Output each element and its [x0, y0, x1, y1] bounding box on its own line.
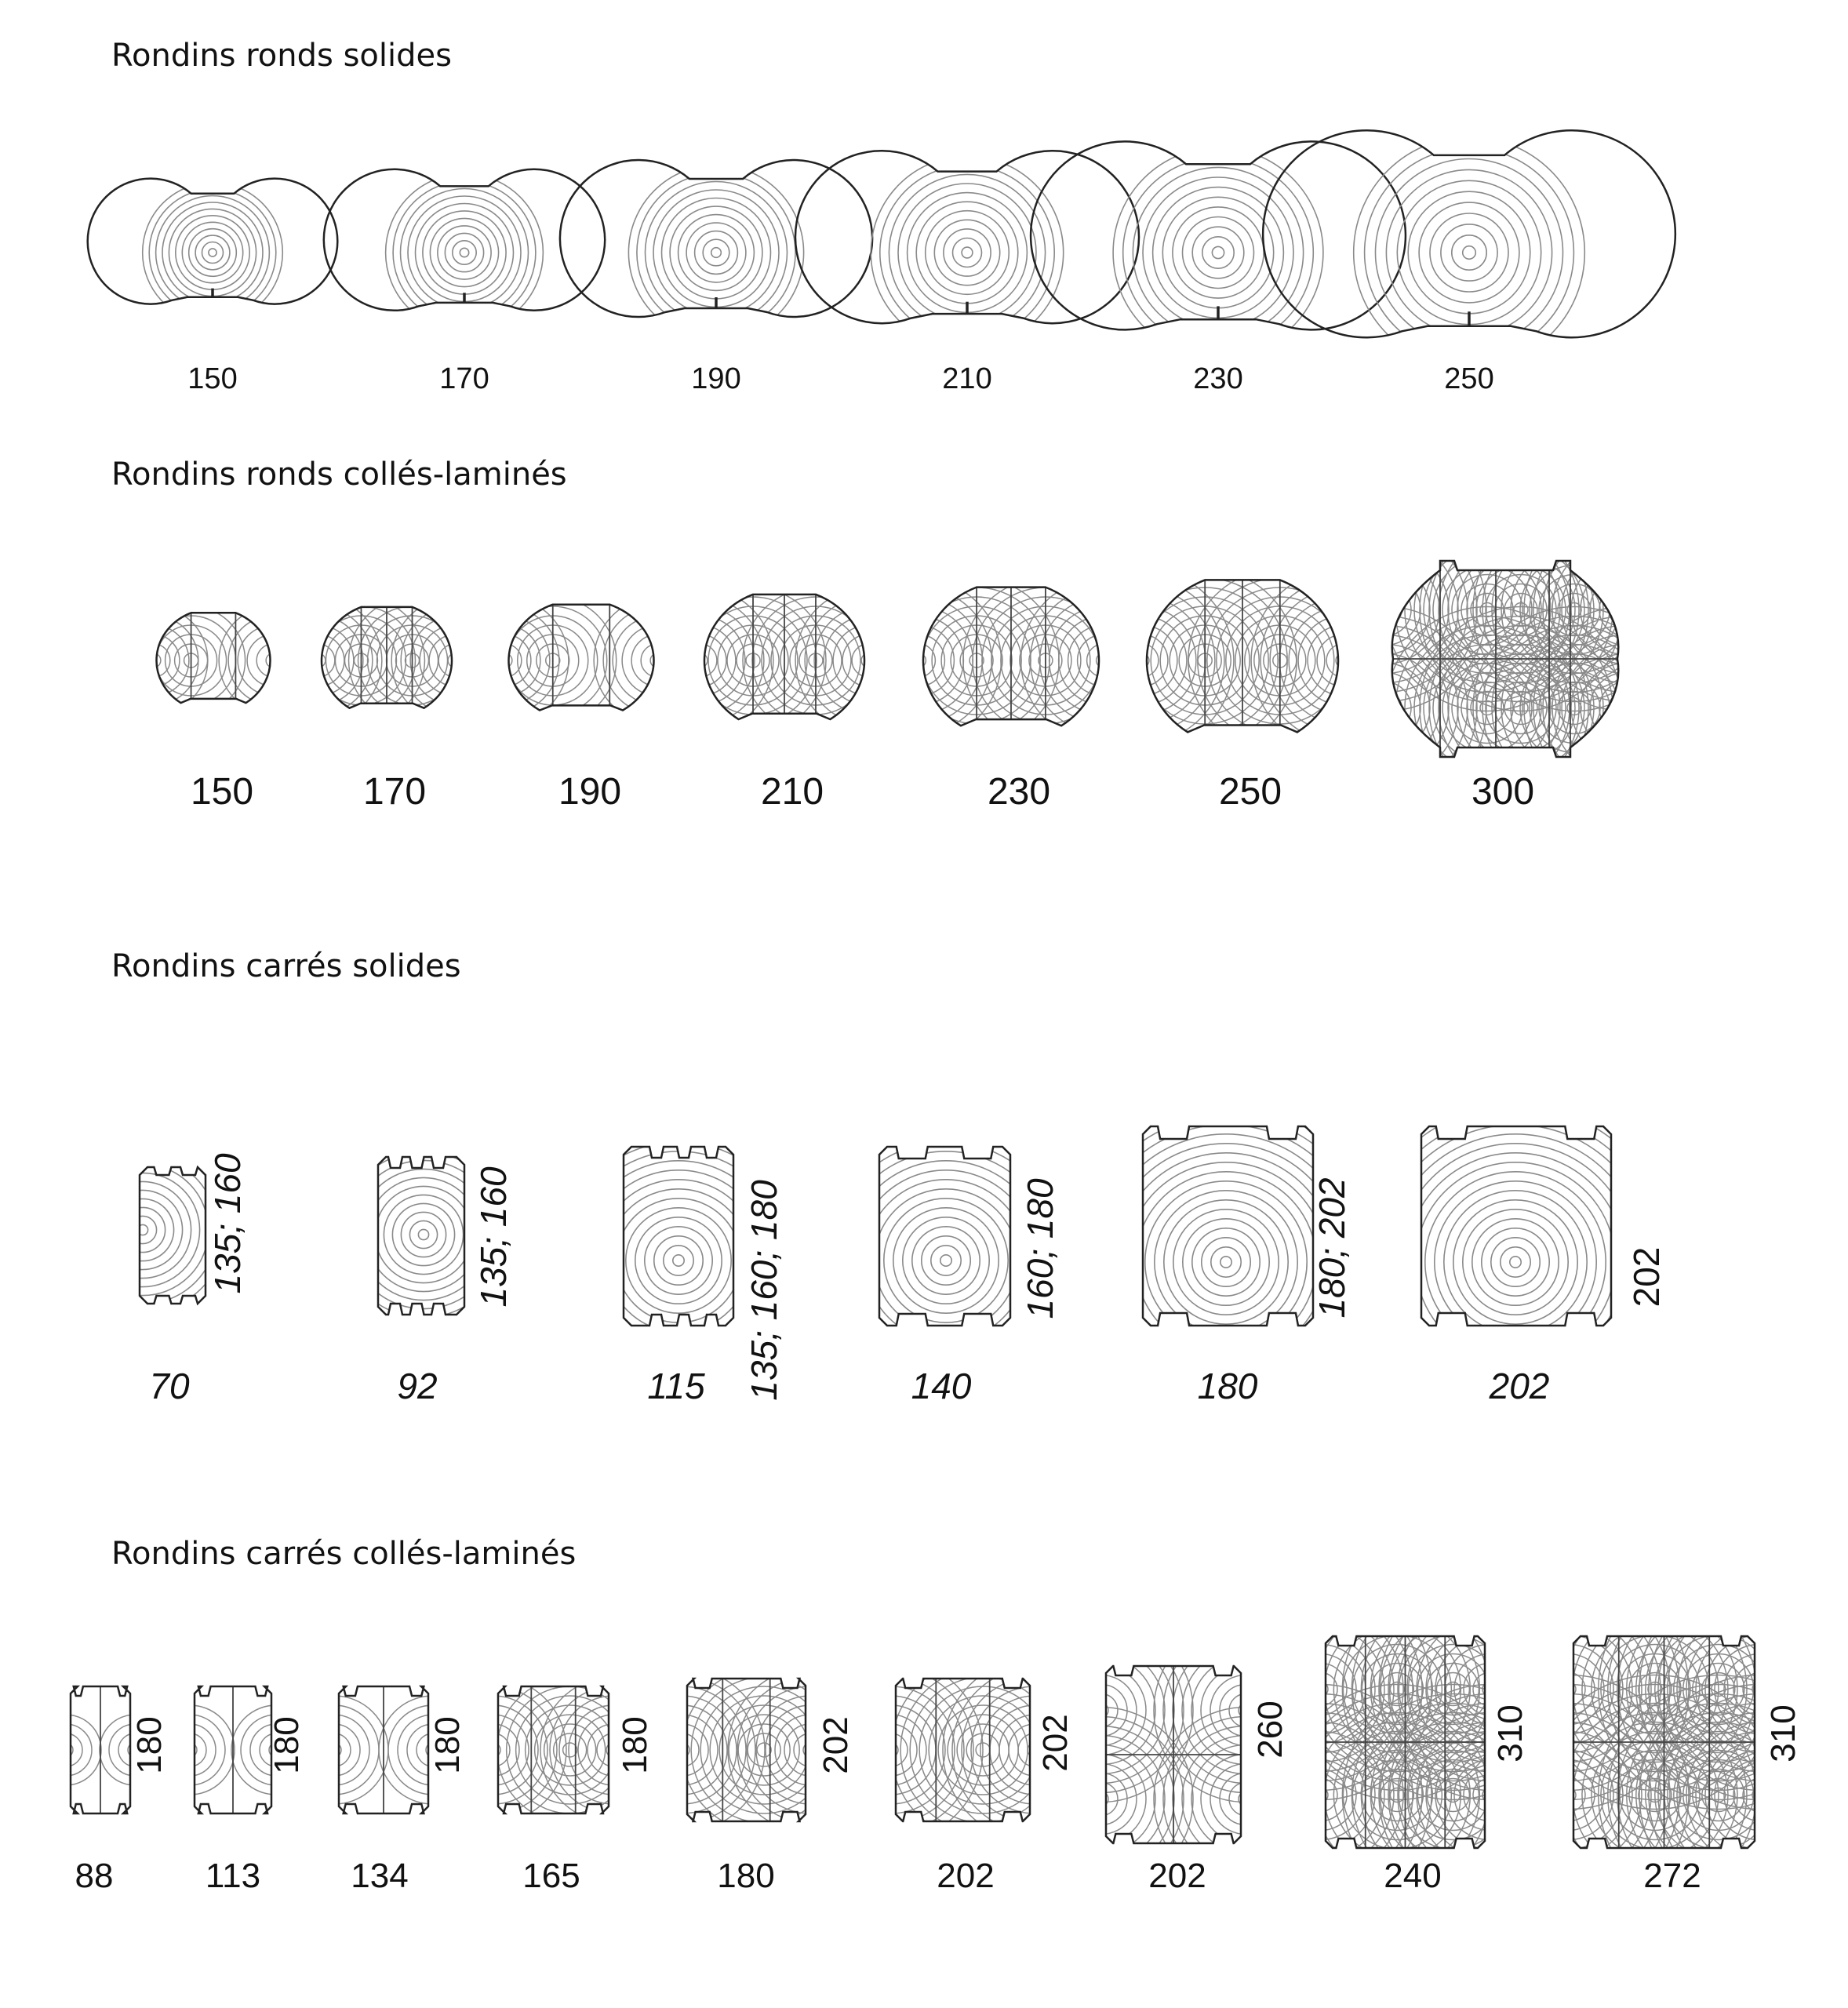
glulam-square-height-label: 180: [428, 1716, 467, 1774]
glulam-round-size-label: 250: [1218, 771, 1282, 813]
section-title-solid-square: Rondins carrés solides: [111, 948, 461, 984]
glulam-round-size-label: 150: [190, 771, 254, 813]
glulam-square-width-label: 113: [205, 1857, 261, 1895]
glulam-round-size-label: 230: [987, 771, 1051, 813]
glulam-round-log-2: [442, 597, 721, 724]
solid-square-height-label: 135; 160: [207, 1153, 248, 1294]
glulam-square-width-label: 202: [937, 1857, 995, 1895]
solid-square-height-label: 160; 180: [1020, 1178, 1060, 1319]
section-title-solid-round: Rondins ronds solides: [111, 38, 452, 74]
solid-square-width-label: 92: [397, 1366, 438, 1406]
section-title-glulam-round: Rondins ronds collés-laminés: [111, 457, 567, 493]
solid-round-log-1: [324, 169, 605, 332]
solid-round-size-label: 170: [439, 362, 489, 395]
glulam-round-size-label: 190: [558, 771, 622, 813]
glulam-square-width-label: 88: [75, 1857, 114, 1895]
solid-round-log-5: [1263, 130, 1675, 368]
glulam-square-height-label: 310: [1764, 1704, 1803, 1762]
glulam-square-height-label: 180: [267, 1716, 306, 1774]
glulam-square-width-label: 240: [1384, 1857, 1442, 1895]
solid-square-height-label: 135; 160: [473, 1166, 514, 1308]
glulam-square-height-label: 180: [616, 1716, 654, 1774]
glulam-square-height-label: 260: [1251, 1701, 1290, 1759]
glulam-square-height-label: 180: [130, 1716, 169, 1774]
solid-round-size-label: 210: [942, 362, 992, 395]
solid-square-height-label: 202: [1626, 1246, 1667, 1308]
solid-square-width-label: 202: [1489, 1366, 1550, 1406]
glulam-round-log-4: [836, 578, 1185, 743]
glulam-square-width-label: 165: [522, 1857, 580, 1895]
glulam-round-size-label: 300: [1471, 771, 1535, 813]
solid-round-log-0: [88, 179, 338, 323]
solid-square-width-label: 115: [647, 1366, 705, 1406]
glulam-round-log-0: [100, 606, 327, 715]
solid-round-size-label: 190: [691, 362, 741, 395]
glulam-square-width-label: 134: [351, 1857, 409, 1895]
solid-square-height-label: 180; 202: [1311, 1177, 1352, 1319]
glulam-round-size-label: 210: [760, 771, 824, 813]
glulam-round-log-3: [628, 587, 941, 733]
solid-square-width-label: 140: [911, 1366, 972, 1406]
solid-square-width-label: 70: [149, 1366, 190, 1406]
glulam-square-width-label: 272: [1643, 1857, 1701, 1895]
glulam-round-log-5: [1050, 569, 1435, 752]
section-title-glulam-square: Rondins carrés collés-laminés: [111, 1536, 577, 1572]
solid-round-log-2: [560, 160, 872, 340]
glulam-round-size-label: 170: [362, 771, 427, 813]
solid-round-size-label: 150: [187, 362, 238, 395]
glulam-square-width-label: 180: [717, 1857, 775, 1895]
solid-round-size-label: 230: [1193, 362, 1243, 395]
solid-square-height-label: 135; 160; 180: [744, 1180, 784, 1401]
solid-round-size-label: 250: [1444, 362, 1494, 395]
glulam-square-height-label: 202: [1036, 1714, 1075, 1772]
glulam-square-height-label: 310: [1491, 1704, 1530, 1762]
solid-square-log-5: [1209, 955, 1822, 1569]
glulam-square-height-label: 202: [817, 1716, 855, 1774]
glulam-round-log-1: [255, 597, 518, 724]
solid-round-log-4: [1031, 141, 1406, 358]
glulam-round-log-6: [1284, 509, 1726, 809]
solid-square-width-label: 180: [1197, 1366, 1258, 1406]
glulam-square-width-label: 202: [1148, 1857, 1206, 1895]
